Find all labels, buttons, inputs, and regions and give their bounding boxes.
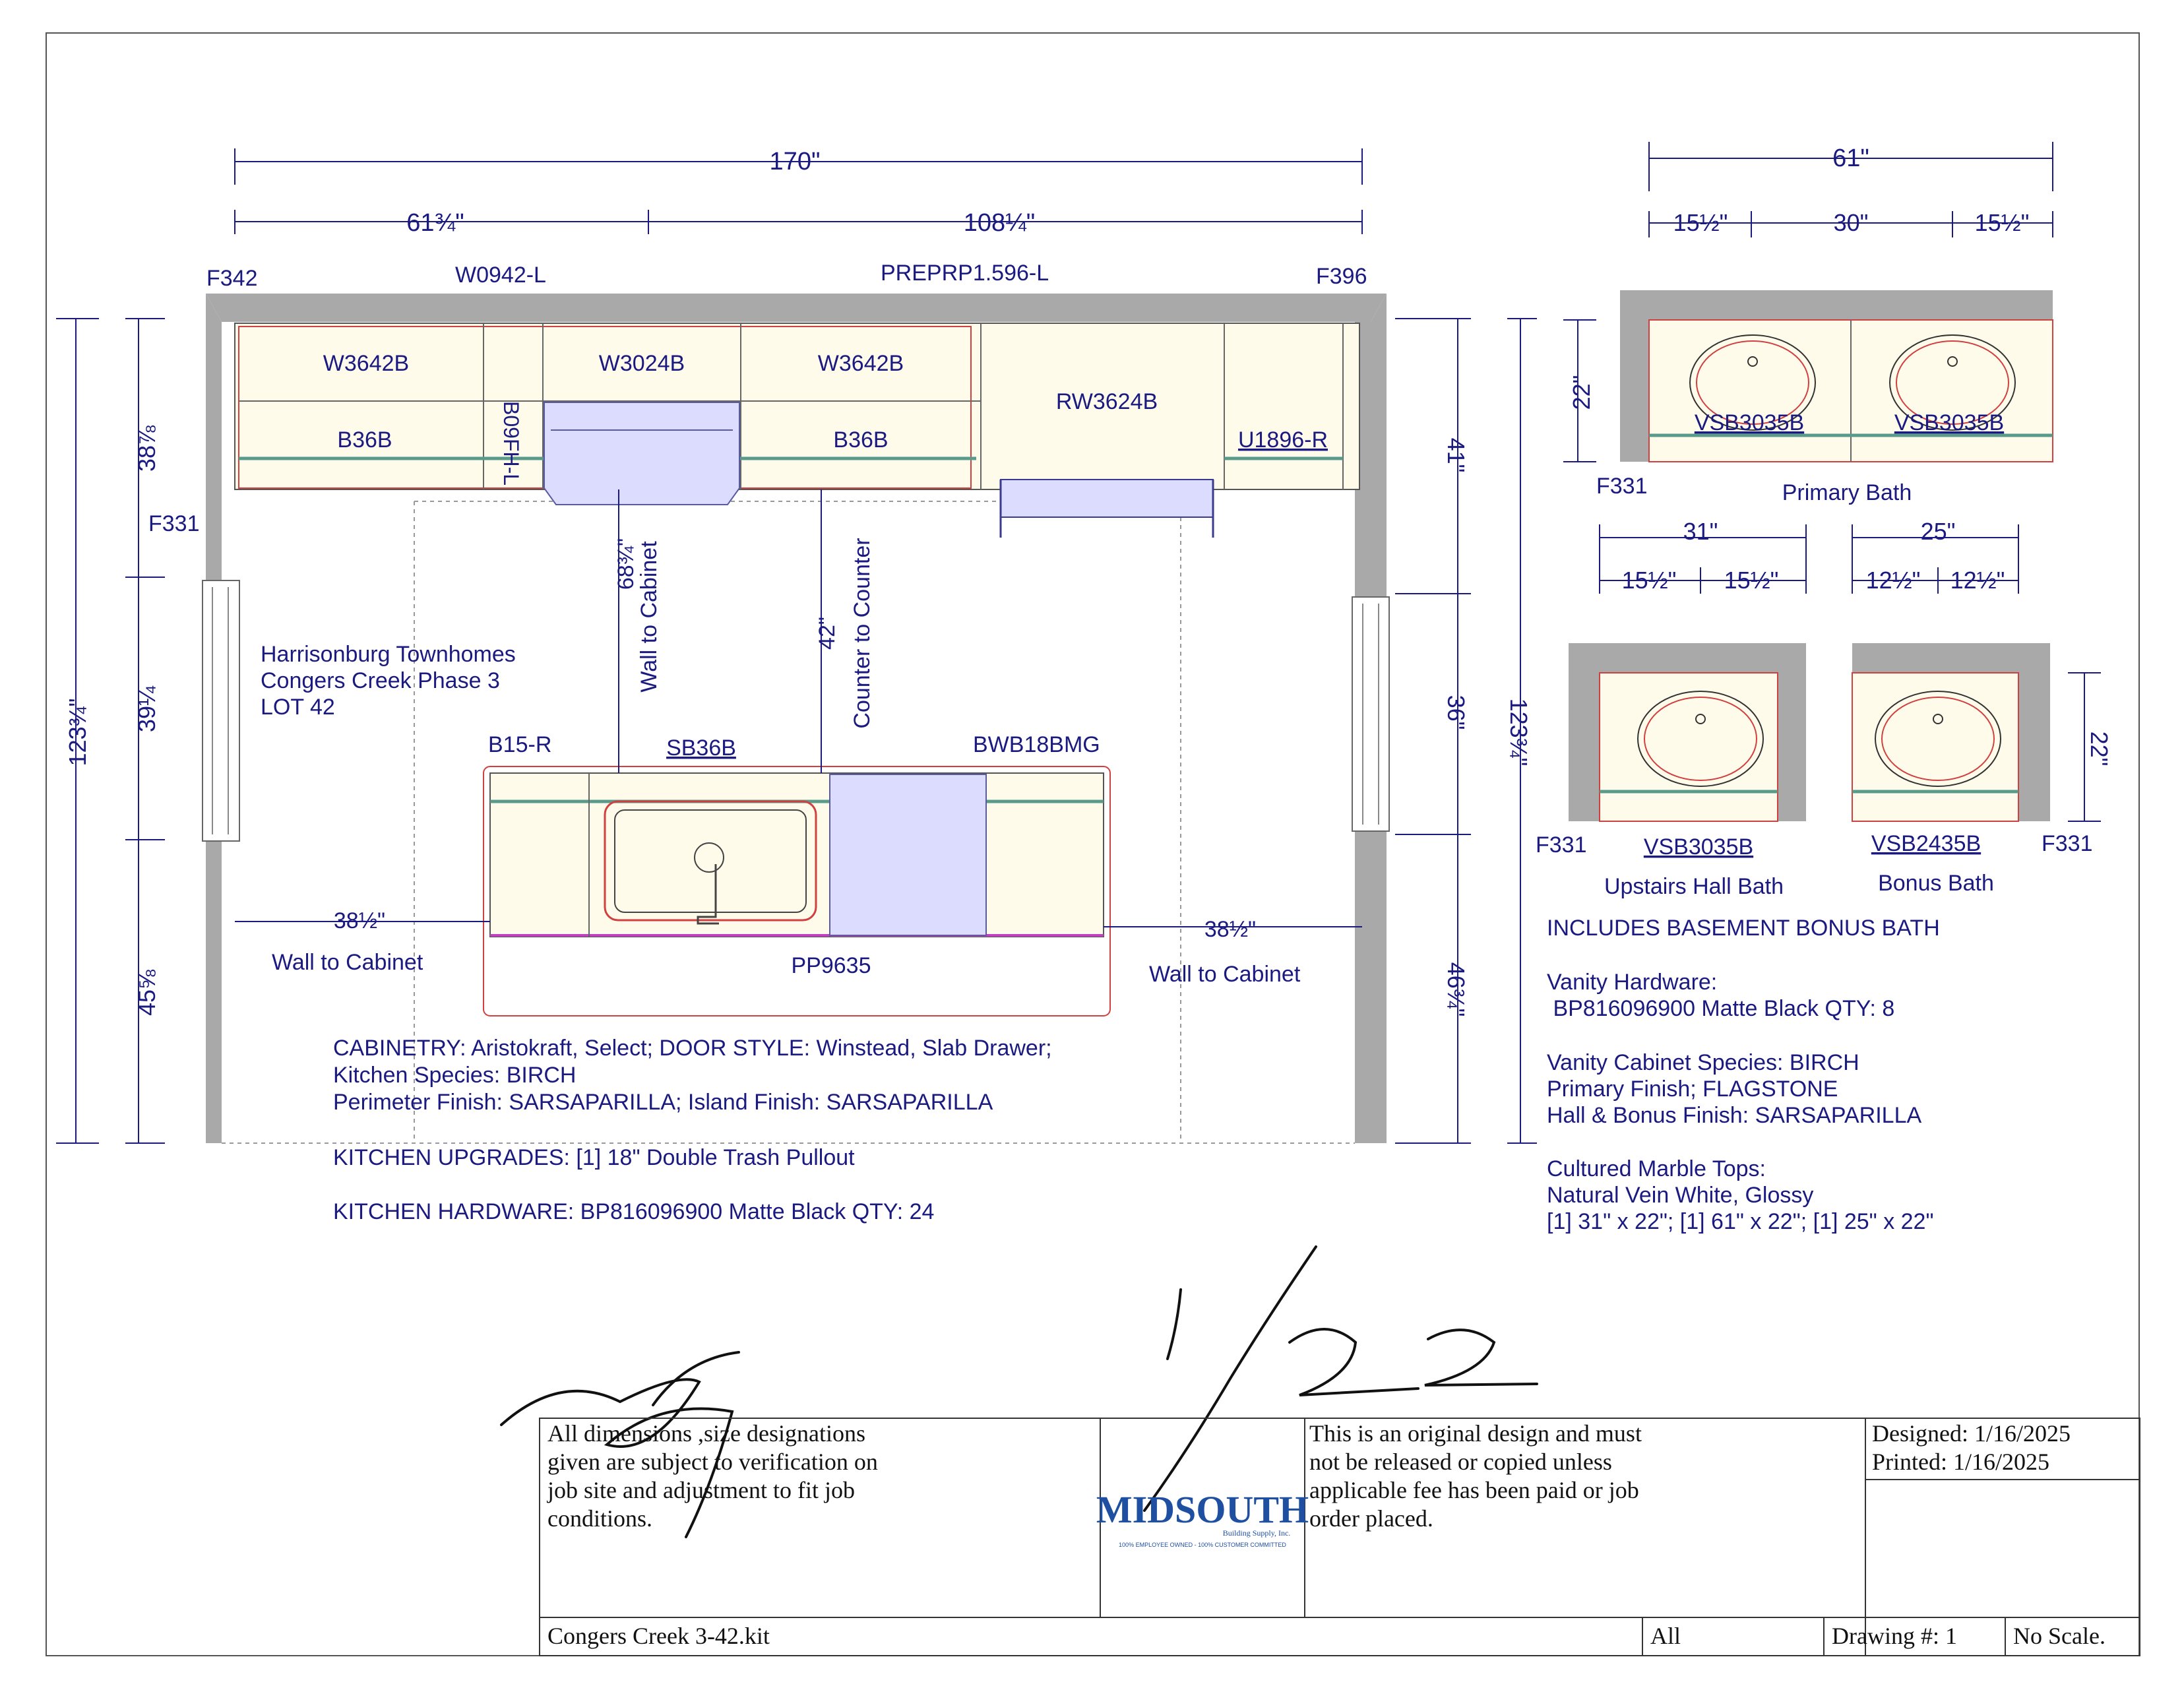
disclaimer-line-3: job site and adjustment to fit job [547, 1477, 855, 1503]
bath-note-species: Vanity Cabinet Species: BIRCH [1547, 1050, 1859, 1075]
primary-seg-1: 15½" [1673, 209, 1728, 236]
midsouth-logo-tagline: 100% EMPLOYEE OWNED - 100% CUSTOMER COMMITTED [1119, 1542, 1286, 1548]
disclaimer-line-1: All dimensions ,size designations [547, 1420, 865, 1447]
primary-seg-2: 30" [1833, 209, 1869, 236]
label-counter-to-counter: Counter to Counter [850, 538, 875, 729]
label-preprp: PREPRP1.596-L [881, 261, 1049, 286]
copyright-line-1: This is an original design and must [1309, 1420, 1642, 1447]
dim-left-seg-top: 38⅞ [133, 425, 160, 472]
hall-vanity [1600, 673, 1778, 821]
project-line-1: Harrisonburg Townhomes [261, 642, 516, 667]
dim-island-right-gap: 38½" [1204, 917, 1257, 942]
right-window [1352, 597, 1389, 831]
designed-date: Designed: 1/16/2025 [1872, 1420, 2071, 1447]
perimeter-appliance [544, 402, 739, 505]
dim-left-seg-bot: 45⅝ [133, 969, 160, 1016]
label-b09fh: B09FH-L [499, 401, 523, 486]
left-window [203, 580, 239, 841]
island-dishwasher [830, 774, 986, 935]
disclaimer-line-4: conditions. [547, 1505, 652, 1532]
note-cabinetry-3: Perimeter Finish: SARSAPARILLA; Island Finish: SARSAPARILLA [333, 1090, 993, 1115]
label-wall-to-cabinet-rot: Wall to Cabinet [637, 541, 662, 693]
bath-note-hw-title: Vanity Hardware: [1547, 970, 1718, 995]
scale-label: No Scale. [2013, 1623, 2106, 1649]
dim-island-left-gap: 38½" [333, 908, 386, 933]
printed-date: Printed: 1/16/2025 [1872, 1449, 2049, 1475]
back-wall [206, 294, 1387, 322]
hall-cabinet: VSB3035B [1643, 834, 1754, 860]
dim-wall-to-cabinet-vert: 68¾" [613, 538, 639, 590]
dim-overall-width: 170" [769, 148, 821, 175]
primary-seg-3: 15½" [1974, 209, 2030, 236]
label-wall-to-cabinet-left: Wall to Cabinet [272, 950, 423, 975]
dim-right-seg-bot: 46¾" [1443, 962, 1470, 1017]
primary-cabinet-1: VSB3035B [1694, 410, 1805, 435]
bath-note-tops-sizes: [1] 31" x 22"; [1] 61" x 22"; [1] 25" x 22" [1547, 1209, 1934, 1234]
bath-note-hall-finish: Hall & Bonus Finish: SARSAPARILLA [1547, 1103, 1922, 1128]
bath-note-tops-title: Cultured Marble Tops: [1547, 1156, 1766, 1181]
bonus-bath-name: Bonus Bath [1878, 871, 1994, 896]
copyright-line-2: not be released or copied unless [1309, 1449, 1612, 1475]
file-name: Congers Creek 3-42.kit [547, 1623, 770, 1649]
label-b36b-1: B36B [337, 427, 392, 453]
hall-seg-2: 15½" [1724, 567, 1779, 594]
bonus-seg-2: 12½" [1950, 567, 2005, 594]
rail-appliance [1001, 480, 1213, 517]
label-f342: F342 [206, 266, 258, 291]
label-f331-left: F331 [148, 511, 200, 536]
dim-right-seg-mid: 36" [1443, 695, 1470, 730]
bonus-seg-1: 12½" [1865, 567, 1921, 594]
hall-filler: F331 [1536, 832, 1587, 858]
dim-right-seg-top: 41" [1443, 437, 1470, 473]
note-cabinetry-2: Kitchen Species: BIRCH [333, 1063, 577, 1088]
hall-seg-1: 15½" [1621, 567, 1677, 594]
primary-width: 61" [1832, 144, 1869, 172]
label-rw3624b: RW3624B [1055, 389, 1158, 414]
label-b15r: B15-R [488, 732, 552, 757]
label-b36b-2: B36B [833, 427, 889, 453]
disclaimer-line-2: given are subject to verification on [547, 1449, 878, 1475]
project-line-3: LOT 42 [261, 695, 335, 720]
bonus-filler: F331 [2042, 831, 2093, 856]
bath-note-tops-value: Natural Vein White, Glossy [1547, 1183, 1814, 1208]
bath-note-basement: INCLUDES BASEMENT BONUS BATH [1547, 916, 1940, 941]
label-w3024b: W3024B [598, 351, 685, 376]
copyright-line-3: applicable fee has been paid or job [1309, 1477, 1639, 1503]
bath-plans [1569, 290, 2053, 821]
bath-note-hw-value: BP816096900 Matte Black QTY: 8 [1547, 996, 1895, 1021]
area-label: All [1650, 1623, 1681, 1649]
label-bwb18bmg: BWB18BMG [973, 732, 1100, 757]
primary-depth: 22" [1568, 375, 1595, 410]
dim-counter-to-counter: 42" [815, 617, 840, 650]
label-w3642b-2: W3642B [817, 351, 904, 376]
hall-bath-name: Upstairs Hall Bath [1604, 874, 1784, 899]
label-w3642b-1: W3642B [323, 351, 410, 376]
label-u1896: U1896-R [1237, 427, 1328, 453]
primary-filler: F331 [1596, 474, 1648, 499]
note-cabinetry-1: CABINETRY: Aristokraft, Select; DOOR STYLE: Winstead, Slab Drawer; [333, 1036, 1052, 1061]
note-upgrades: KITCHEN UPGRADES: [1] 18" Double Trash Pullout [333, 1145, 855, 1170]
bonus-cabinet: VSB2435B [1871, 831, 1981, 856]
label-w0942: W0942-L [455, 263, 546, 288]
label-wall-to-cabinet-right: Wall to Cabinet [1149, 962, 1301, 987]
midsouth-logo-sub: Building Supply, Inc. [1222, 1528, 1291, 1538]
bath-note-primary-finish: Primary Finish; FLAGSTONE [1547, 1077, 1838, 1102]
bonus-width: 25" [1920, 518, 1956, 545]
dim-left-seg-mid: 39¼ [133, 685, 160, 733]
project-line-2: Congers Creek Phase 3 [261, 668, 500, 693]
hall-width: 31" [1683, 518, 1718, 545]
dim-left-height: 123¾" [64, 698, 91, 766]
label-pp9635: PP9635 [791, 953, 871, 978]
dim-right-height: 123¾" [1505, 698, 1532, 766]
drawing-number: Drawing #: 1 [1832, 1623, 1957, 1649]
primary-bath-name: Primary Bath [1782, 480, 1912, 505]
dim-left-width: 61¾" [406, 209, 464, 237]
note-hardware: KITCHEN HARDWARE: BP816096900 Matte Black QTY: 24 [333, 1199, 935, 1224]
primary-cabinet-2: VSB3035B [1894, 410, 2005, 435]
label-f396: F396 [1316, 264, 1367, 289]
dim-right-width: 108¼" [963, 209, 1036, 237]
copyright-line-4: order placed. [1309, 1505, 1433, 1532]
kitchen-plan [203, 294, 1389, 1143]
perimeter-cabinets [235, 323, 1359, 489]
bonus-depth: 22" [2086, 731, 2113, 766]
label-sb36b: SB36B [666, 735, 736, 761]
midsouth-logo: MIDSOUTH [1096, 1488, 1309, 1531]
